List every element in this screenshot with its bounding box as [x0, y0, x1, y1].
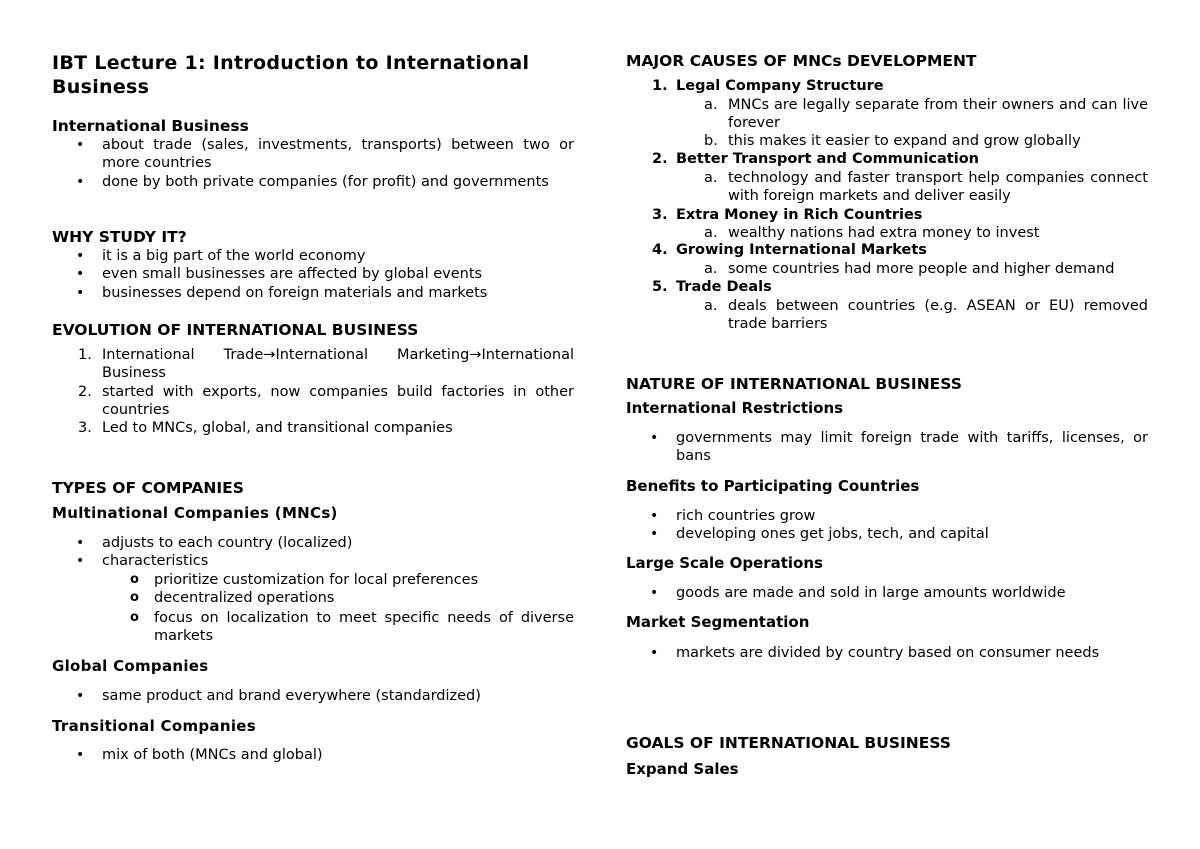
bullet-item: • done by both private companies (for profit) and governments [76, 174, 549, 190]
numbered-item: 2. started with exports, now companies build factories in other countries [78, 384, 574, 418]
bullet-icon: • [76, 285, 85, 301]
bullet-icon: • [650, 508, 659, 524]
numbered-item: 1. Legal Company Structure [652, 78, 884, 94]
bullet-icon: • [650, 430, 659, 446]
bullet-icon: • [650, 645, 659, 661]
heading-why-study: WHY STUDY IT? [52, 228, 187, 246]
circle-bullet-icon: o [130, 610, 139, 625]
heading-expand-sales: Expand Sales [626, 760, 739, 778]
bullet-icon: • [650, 526, 659, 542]
bullet-item: • developing ones get jobs, tech, and capital [650, 526, 989, 542]
bullet-item: • rich countries grow [650, 508, 816, 524]
heading-nature: NATURE OF INTERNATIONAL BUSINESS [626, 375, 962, 393]
heading-benefits: Benefits to Participating Countries [626, 477, 920, 495]
numbered-item: 3. Extra Money in Rich Countries [652, 207, 923, 223]
bullet-item: • mix of both (MNCs and global) [76, 747, 323, 763]
numbered-item: 2. Better Transport and Communication [652, 151, 979, 167]
numbered-item: 4. Growing International Markets [652, 242, 927, 258]
bullet-item: • it is a big part of the world economy [76, 248, 366, 264]
bullet-item: • goods are made and sold in large amounts worldwide [650, 585, 1066, 601]
sub-bullet-item: o decentralized operations [130, 590, 335, 606]
bullet-item: • governments may limit foreign trade with tariffs, licenses, or bans [650, 430, 1148, 464]
bullet-item: • characteristics [76, 553, 209, 569]
document-title: IBT Lecture 1: Introduction to International Business [52, 52, 530, 98]
heading-major-causes: MAJOR CAUSES OF MNCs DEVELOPMENT [626, 52, 977, 70]
bullet-item: • markets are divided by country based on consumer needs [650, 645, 1100, 661]
numbered-item: 1. International Trade→International Marketing→International Business [78, 347, 574, 381]
lettered-item: a. deals between countries (e.g. ASEAN or EU) removed trade barriers [704, 298, 1148, 332]
bullet-icon: • [76, 266, 85, 282]
bullet-icon: • [650, 585, 659, 601]
heading-global: Global Companies [52, 657, 209, 675]
bullet-icon: • [76, 747, 85, 763]
bullet-icon: • [76, 553, 85, 569]
lettered-item: b. this makes it easier to expand and grow globally [704, 133, 1081, 149]
bullet-item: • adjusts to each country (localized) [76, 535, 353, 551]
numbered-item: 3. Led to MNCs, global, and transitional companies [78, 420, 453, 436]
numbered-item: 5. Trade Deals [652, 279, 772, 295]
bullet-item: • businesses depend on foreign materials and markets [76, 285, 488, 301]
circle-bullet-icon: o [130, 572, 139, 587]
heading-types: TYPES OF COMPANIES [52, 479, 244, 497]
heading-large-scale: Large Scale Operations [626, 554, 823, 572]
bullet-icon: • [76, 174, 85, 190]
bullet-icon: • [76, 535, 85, 551]
heading-market-segmentation: Market Segmentation [626, 613, 810, 631]
bullet-item: • same product and brand everywhere (standardized) [76, 688, 481, 704]
heading-restrictions: International Restrictions [626, 399, 844, 417]
heading-international-business: International Business [52, 117, 249, 135]
bullet-icon: • [76, 248, 85, 264]
lettered-item: a. wealthy nations had extra money to invest [704, 225, 1040, 241]
bullet-item: • about trade (sales, investments, transports) between two or more countries [76, 137, 574, 171]
sub-bullet-item: o prioritize customization for local preferences [130, 572, 479, 588]
lettered-item: a. some countries had more people and higher demand [704, 261, 1115, 277]
bullet-item: • even small businesses are affected by global events [76, 266, 483, 282]
bullet-icon: • [76, 688, 85, 704]
lettered-item: a. technology and faster transport help companies connect with foreign markets and deliver easily [704, 170, 1148, 204]
heading-mnc: Multinational Companies (MNCs) [52, 504, 338, 522]
circle-bullet-icon: o [130, 590, 139, 605]
lettered-item: a. MNCs are legally separate from their owners and can live forever [704, 97, 1148, 131]
heading-evolution: EVOLUTION OF INTERNATIONAL BUSINESS [52, 321, 419, 339]
bullet-icon: • [76, 137, 85, 153]
sub-bullet-item: o focus on localization to meet specific needs of diverse markets [130, 610, 574, 644]
heading-transitional: Transitional Companies [52, 717, 256, 735]
heading-goals: GOALS OF INTERNATIONAL BUSINESS [626, 734, 951, 752]
